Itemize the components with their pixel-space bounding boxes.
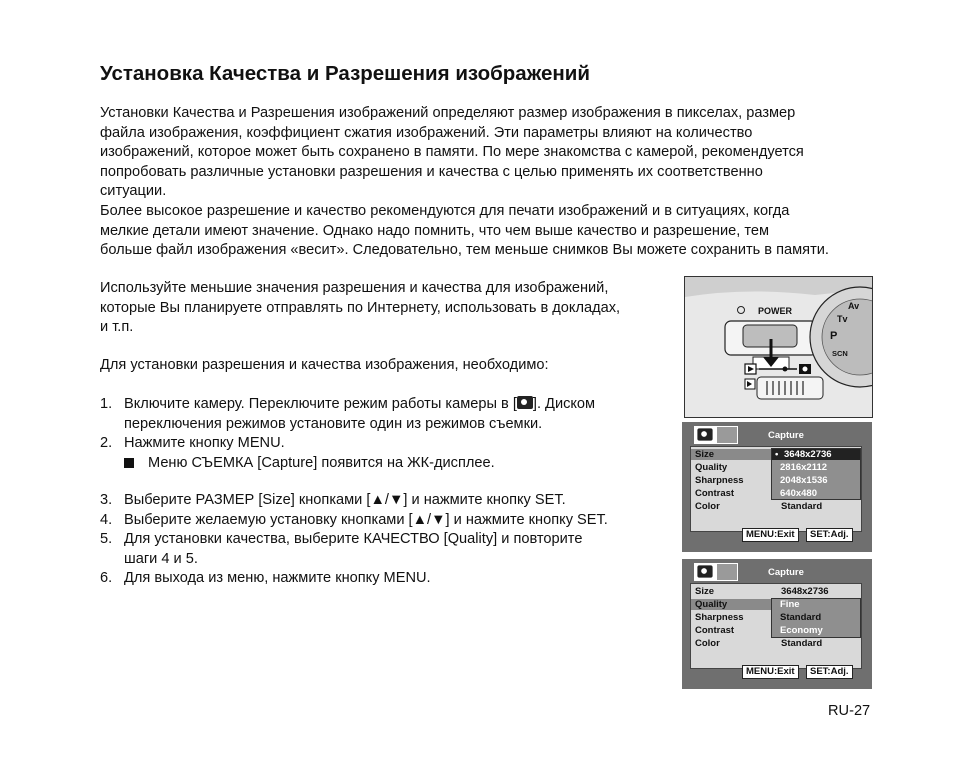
step-2-note (124, 454, 495, 474)
step-number: 4. (100, 511, 113, 528)
step-text: ]. Диском (532, 396, 596, 412)
step-text: Выберите желаемую установку кнопками [▲/▼] и нажмите кнопку SET. (124, 511, 608, 528)
menu-exit-hint: MENU:Exit (742, 665, 799, 679)
menu-label-sharpness: Sharpness (695, 612, 744, 623)
quality-option: Fine (780, 599, 800, 610)
quality-option: Economy (780, 625, 823, 636)
lcd-menu-quality (682, 559, 872, 689)
step-number: 1. (100, 396, 113, 412)
step-text: Нажмите кнопку MENU. (124, 435, 285, 452)
page-number: RU-27 (828, 703, 871, 719)
menu-label-color: Color (695, 638, 720, 649)
page-title: Установка Качества и Разрешения изображений (100, 62, 590, 85)
intro-line: файла изображения, коэффициент сжатия изображений. Эти параметры влияют на количество (100, 124, 753, 141)
step-text: Для выхода из меню, нажмите кнопку MENU. (124, 570, 431, 587)
size-option: 2048x1536 (780, 475, 828, 486)
howto-text: Для установки разрешения и качества изображения, необходимо: (100, 357, 549, 373)
size-dropdown (771, 448, 861, 500)
camera-illustration (684, 276, 873, 418)
menu-label-color: Color (695, 501, 720, 512)
selected-dot: • (775, 449, 779, 460)
intro-line: больше файл изображения «весит». Следовательно, тем меньше снимков Вы можете сохранить в памяти. (100, 242, 829, 259)
intro-line: попробовать различные установки разрешения и качества с целью применять их соответственно (100, 163, 763, 180)
menu-label-contrast: Contrast (695, 625, 735, 636)
menu-label-quality: Quality (695, 462, 728, 473)
intro-line: мелкие детали имеют значение. Однако надо помнить, что чем выше качество и разрешение, тем (100, 222, 770, 239)
intro-line: Установки Качества и Разрешения изображений определяют размер изображения в пикселах, размер (100, 105, 796, 121)
dial-label-p: P (830, 330, 838, 342)
menu-title: Capture (768, 430, 804, 441)
size-option: 3648x2736 (784, 449, 832, 460)
menu-label-size: Size (695, 586, 715, 597)
camera-body-drawing (685, 277, 872, 417)
quality-option: Standard (780, 612, 822, 623)
intro-line: Более высокое разрешение и качество рекомендуются для печати изображений и в ситуациях, когда (100, 203, 790, 219)
set-adjust-hint: SET:Adj. (806, 665, 853, 679)
menu-value-color: Standard (781, 501, 823, 512)
dial-label-scn: SCN (832, 349, 848, 358)
menu-value-color: Standard (781, 638, 823, 649)
usage-line: и т.п. (100, 319, 134, 336)
dial-label-av: Av (848, 301, 860, 311)
setup-tab-icon (716, 426, 738, 444)
intro-line: изображений, которое может быть сохранено в памяти. По мере знакомства с камерой, рекомендуется (100, 144, 804, 161)
square-bullet-icon (124, 458, 134, 468)
step-text: Включите камеру. Переключите режим работы камеры в [ (124, 396, 517, 412)
step-text: шаги 4 и 5. (124, 550, 198, 567)
step-number: 5. (100, 531, 113, 548)
menu-panel (690, 583, 862, 669)
menu-panel (690, 446, 862, 532)
step-text: Для установки качества, выберите КАЧЕСТВО [Quality] и повторите (124, 531, 583, 548)
quality-dropdown (771, 598, 861, 638)
lcd-menu-size (682, 422, 872, 552)
menu-label-quality: Quality (695, 599, 728, 610)
note-text: Меню СЪЕМКА [Capture] появится на ЖК-дисплее. (148, 454, 495, 471)
camera-tab-icon (694, 426, 716, 444)
step-text: переключения режимов установите один из режимов съемки. (124, 415, 543, 432)
menu-value-size: 3648x2736 (781, 586, 829, 597)
menu-label-contrast: Contrast (695, 488, 735, 499)
menu-exit-hint: MENU:Exit (742, 528, 799, 542)
size-option: 2816x2112 (780, 462, 828, 473)
step-number: 3. (100, 492, 113, 508)
set-adjust-hint: SET:Adj. (806, 528, 853, 542)
step-number: 2. (100, 435, 113, 452)
power-label: POWER (758, 306, 793, 316)
setup-tab-icon (716, 563, 738, 581)
step-text: Выберите РАЗМЕР [Size] кнопками [▲/▼] и нажмите кнопку SET. (124, 492, 566, 508)
step-1 (0, 395, 680, 415)
camera-mode-icon (517, 396, 533, 409)
menu-title: Capture (768, 567, 804, 578)
intro-line: ситуации. (100, 183, 167, 200)
menu-label-size: Size (695, 449, 715, 460)
camera-tab-icon (694, 563, 716, 581)
step-number: 6. (100, 570, 113, 587)
usage-line: Используйте меньшие значения разрешения и качества для изображений, (100, 280, 609, 296)
size-option: 640x480 (780, 488, 817, 499)
usage-line: которые Вы планируете отправлять по Интернету, использовать в докладах, (100, 299, 621, 316)
menu-label-sharpness: Sharpness (695, 475, 744, 486)
dial-label-tv: Tv (837, 314, 848, 324)
